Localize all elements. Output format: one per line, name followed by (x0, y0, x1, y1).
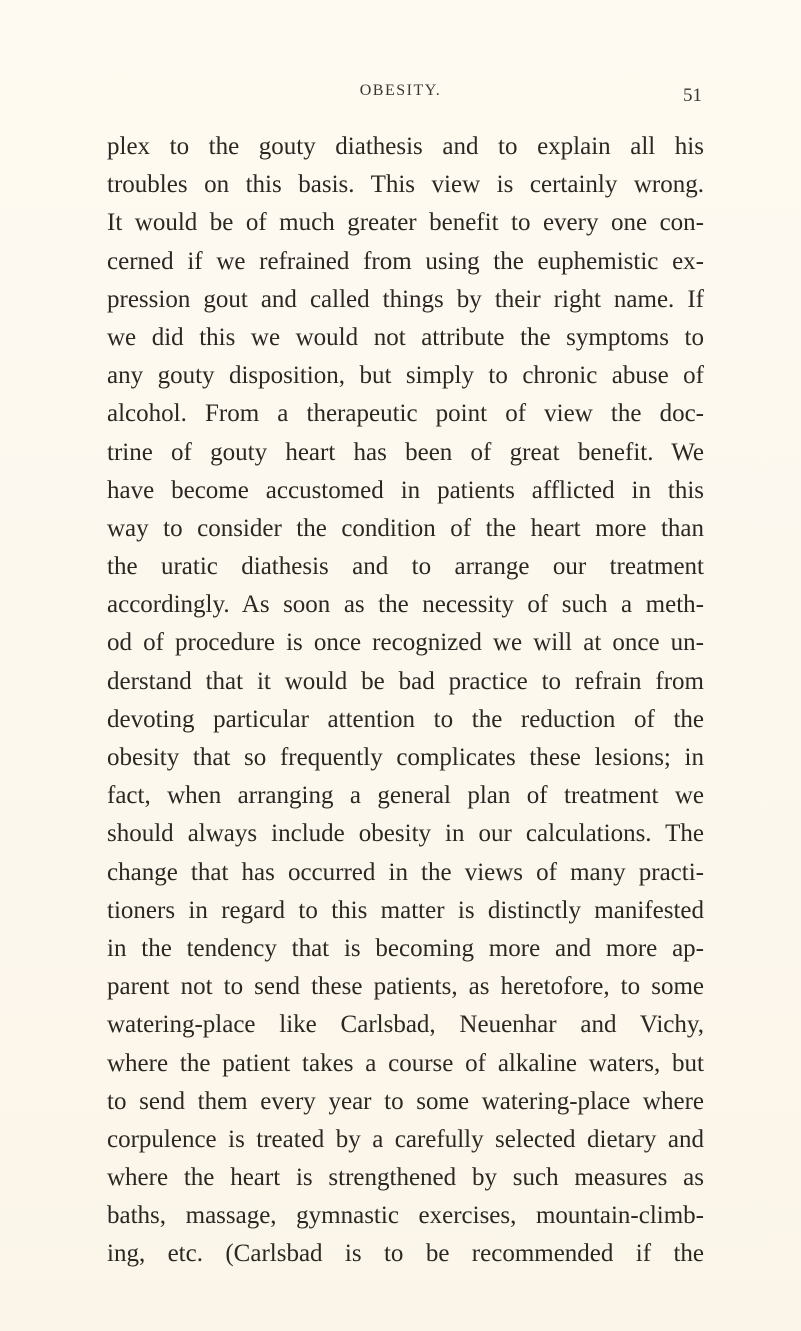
text-line: the uratic diathesis and to arrange our treatment (107, 553, 704, 581)
text-line: should always include obesity in our calculations. The (107, 820, 704, 848)
text-line: change that has occurred in the views of many practi- (107, 858, 704, 886)
running-head (0, 82, 801, 106)
text-line: devoting particular attention to the reduction of the (107, 705, 704, 733)
text-line: trine of gouty heart has been of great benefit. We (107, 438, 704, 466)
text-line: ing, etc. (Carlsbad is to be recommended if the (107, 1240, 704, 1268)
body-text (107, 128, 704, 1274)
text-line: watering-place like Carlsbad, Neuenhar and Vichy, (107, 1011, 704, 1039)
text-line: derstand that it would be bad practice to refrain from (107, 667, 704, 695)
text-line: tioners in regard to this matter is distinctly manifested (107, 896, 704, 924)
text-line: fact, when arranging a general plan of treatment we (107, 782, 704, 810)
text-line: obesity that so frequently complicates these lesions; in (107, 744, 704, 771)
text-line: to send them every year to some watering-place where (107, 1087, 704, 1115)
text-line: It would be of much greater benefit to every one con- (107, 209, 704, 237)
text-line: baths, massage, gymnastic exercises, mountain-climb- (107, 1202, 704, 1230)
text-line: od of procedure is once recognized we will at once un- (107, 629, 704, 657)
text-line: cerned if we refrained from using the euphemistic ex- (107, 247, 704, 275)
text-line: troubles on this basis. This view is certainly wrong. (107, 171, 704, 199)
text-line: parent not to send these patients, as heretofore, to some (107, 973, 704, 1001)
text-line: where the patient takes a course of alkaline waters, but (107, 1049, 704, 1077)
text-line: corpulence is treated by a carefully selected dietary and (107, 1125, 704, 1153)
text-line: plex to the gouty diathesis and to explain all his (107, 133, 704, 160)
text-line: we did this we would not attribute the symptoms to (107, 323, 704, 351)
text-line: pression gout and called things by their right name. If (107, 285, 704, 313)
text-line: in the tendency that is becoming more and more ap- (107, 934, 704, 962)
text-line: where the heart is strengthened by such measures as (107, 1164, 704, 1192)
page-number: 51 (683, 85, 702, 106)
text-line: have become accustomed in patients afflicted in this (107, 476, 704, 504)
text-line: accordingly. As soon as the necessity of such a meth- (107, 591, 704, 619)
text-line: any gouty disposition, but simply to chronic abuse of (107, 362, 704, 390)
running-title: OBESITY. (359, 82, 442, 99)
text-line: way to consider the condition of the heart more than (107, 514, 704, 542)
text-line: alcohol. From a therapeutic point of view the doc- (107, 400, 704, 428)
